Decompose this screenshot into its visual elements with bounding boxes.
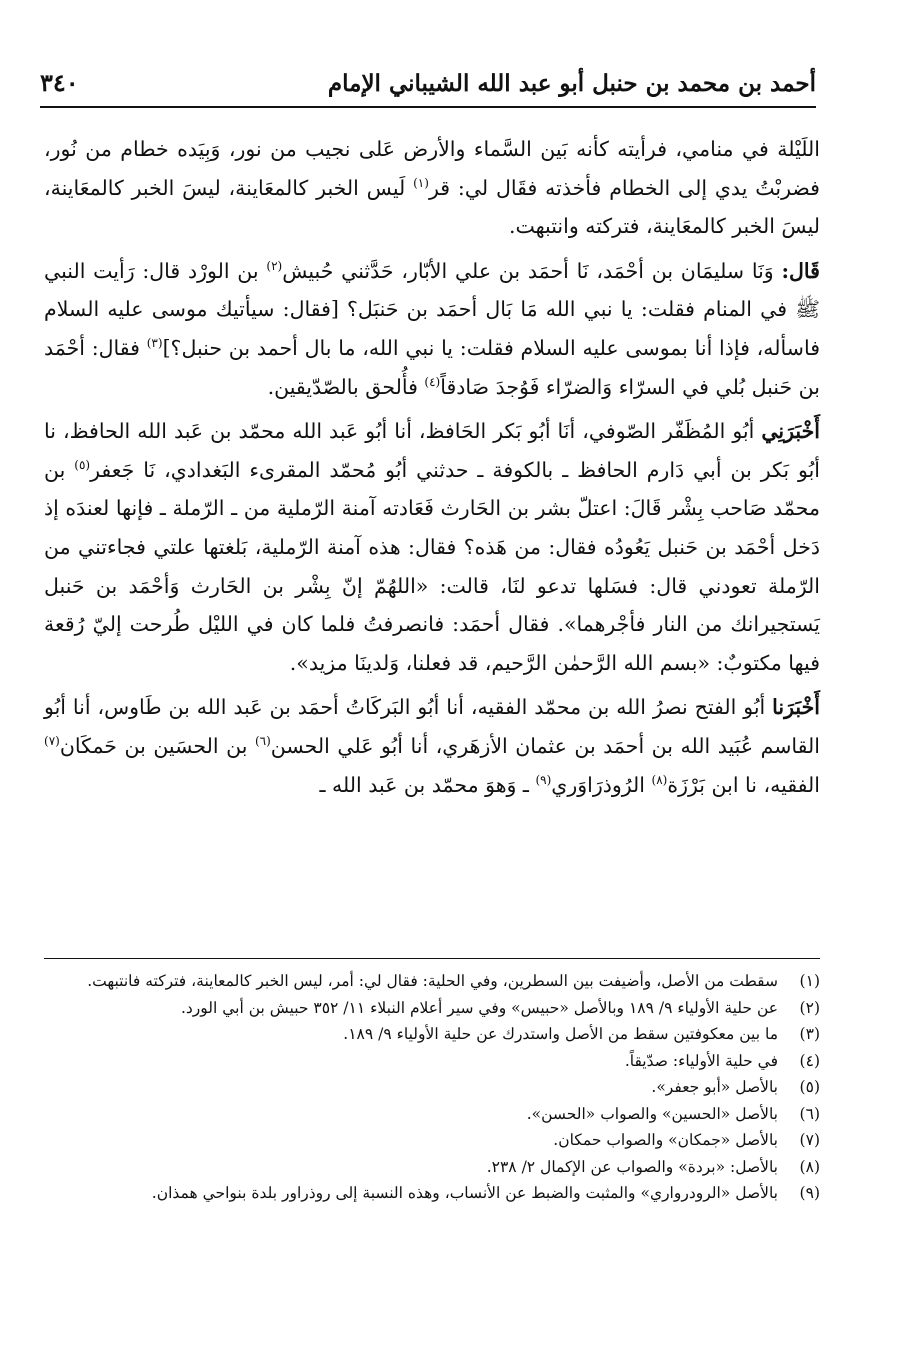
footnote-item [44,1154,820,1181]
footnote-number: (٥) [799,1078,820,1096]
text-run: اللَيْلة في منامي، فرأيته كأنه بَين السَّماء والأرض عَلى نجيب من نور، وَبِيَده خطام من نُور، فضربْتُ يدي إلى الخطام فأخذته فقَال لي: قر [44,137,820,200]
footnote-number: (٤) [799,1051,820,1070]
text-run: بن محمّد صَاحب بِشْر قَالَ: اعتلّ بشر بن الحَارث فَعَادته آمنة الرّملية من ـ الرّملة ـ فإنها لعندَه إذ دَخل أحْمَد بن حَنبل يَعُودُه فقال: من هَذه؟ فقال: هذه آمنة الرّملية، بَلغتها علتي فجاءتني من الرّملة تعودني قال: فسَلها تدعو لنَا، قالت: «اللهُمّ إنّ بِشْر بن الحَارث وَأحْمَد بن حَنبل يَستجيرانك من النار فأجْرهما». فقال أحمَد: فانصرفتُ فلما كان في الليْل طُرحت إليّ رُقعة فيها مكتوبٌ: «بسم الله الرَّحمٰن الرَّحيم، قد فعلنا، وَلدينَا مزيد». [44,457,820,675]
footnote-text: في حلية الأولياء: صدّيقاً. [624,1051,778,1070]
footnote-text: عن حلية الأولياء ٩/ ١٨٩ وبالأصل «حبيس» وفي سير أعلام النبلاء ١١/ ٣٥٢ حبيش بن أبي الورد. [180,998,778,1017]
footnote-number: (٣) [799,1025,820,1043]
text-run: الفقيه، نا ابن بَرْزَة [667,772,820,797]
text-run: فأُلحق بالصّدّيقين. [267,374,425,399]
header-title: أحمد بن محمد بن حنبل أبو عبد الله الشيباني الإمام [327,70,816,97]
footnote-item [44,1101,820,1128]
text-run: ـ وَهوَ محمّد بن عَبد الله ـ [319,772,536,797]
footnote-text: بالأصل «جمكان» والصواب حمكان. [553,1131,778,1149]
footnote-item [44,1021,820,1048]
footnote-marker: (٩) [535,772,552,787]
footnote-number: (٨) [799,1157,820,1176]
footnote-text: بالأصل «الرودرواري» والمثبت والضبط عن الأنساب، وهذه النسبة إلى روذراور بلدة بنواحي همذان. [151,1184,778,1202]
footnote-marker: (١) [413,175,429,190]
footnote-number: (٧) [799,1131,820,1149]
footnote-number: (٢) [799,998,820,1017]
text-run: لَيس الخبر كالمعَاينة، ليسَ الخبر كالمعَاينة، ليسَ الخبر كالمعَاينة، فتركته وانتبهت. [44,175,820,239]
footnote-marker: (٨) [651,772,668,787]
paragraph [44,252,820,406]
footnote-marker: (٥) [74,457,91,472]
footnote-marker: (٧) [44,734,60,749]
footnote-number: (٦) [799,1104,820,1123]
paragraph [44,130,820,246]
footnote-marker: (٢) [266,258,283,273]
footnote-marker: (٦) [254,734,271,749]
header-divider [40,106,816,108]
footnote-text: بالأصل: «بردة» والصواب عن الإكمال ٢/ ٢٣٨. [486,1157,778,1176]
paragraph [44,412,820,682]
text-run: بن الورْد قال: رَأيت النبي ﷺ في المنام فقلت: يا نبي الله مَا بَال أحمَد بن حَنبَل؟ [فقال: سيأتيك موسى عليه السلام فاسأله، فإذا أنا بموسى عليه السلام فقلت: يا نبي الله، ما بال أحمد بن حنبل؟] [44,258,820,360]
text-run: فقال: أحْمَد بن حَنبل بُلي في السرّاء وَالضرّاء فَوُجدَ صَادقاً [44,335,820,399]
footnote-divider [44,958,820,959]
text-run: أبُو الفتح نصرُ الله بن محمّد الفقيه، أنا أبُو البَركَاتُ أحمَد بن عَبد الله بن طَاوس، أنا أبُو القاسم عُبَيد الله بن أحمَد بن عثمان الأزهَري، أنا أبُو عَلي الحسن [44,695,820,758]
footnote-text: سقطت من الأصل، وأضيفت بين السطرين، وفي الحلية: فقال لي: أمر، ليس الخبر كالمعاينة، فتركته فانتبهت. [87,972,778,990]
footnote-text: بالأصل «الحسين» والصواب «الحسن». [526,1104,778,1123]
text-run: الرُوذرَاوَري [551,772,652,797]
page-number: ٣٤٠ [40,68,79,97]
paragraph-lead-word: قَال: [781,258,820,283]
footnote-item [44,995,820,1022]
text-run: أبُو المُظَفّر الصّوفي، أنَا أبُو بَكر الحَافظ، أنا أبُو عَبد الله محمّد بن عَبد الله الحافظ، نا أبُو بَكر بن أبي دَارم الحافظ ـ بالكوفة ـ حدثني أبُو مُحمّد المقرىء البَغدادي، نَا جَعفر [44,419,821,482]
footnote-item [44,1048,820,1075]
text-run: وَنَا سليمَان بن أحْمَد، نَا أحمَد بن علي الأبّار، حَدَّثني حُبيش [282,258,782,283]
footnotes [44,968,820,1207]
footnote-marker: (٣) [146,336,163,351]
text-run: بن الحسَين بن حَمكَان [59,733,255,758]
footnote-text: بالأصل «أبو جعفر». [651,1078,778,1096]
footnote-number: (٩) [799,1184,820,1202]
footnote-item [44,1180,820,1207]
footnote-number: (١) [799,972,820,990]
paragraph-lead-word: أَخْبَرَنا [772,695,820,720]
footnote-item [44,1127,820,1154]
running-header [40,66,816,106]
footnote-item [44,1074,820,1101]
paragraph-lead-word: أَخْبَرَنِي [761,419,820,444]
footnote-text: ما بين معكوفتين سقط من الأصل واستدرك عن حلية الأولياء ٩/ ١٨٩. [343,1025,778,1043]
main-text [44,130,820,804]
paragraph [44,688,820,804]
footnote-item [44,968,820,995]
footnote-marker: (٤) [424,374,441,389]
